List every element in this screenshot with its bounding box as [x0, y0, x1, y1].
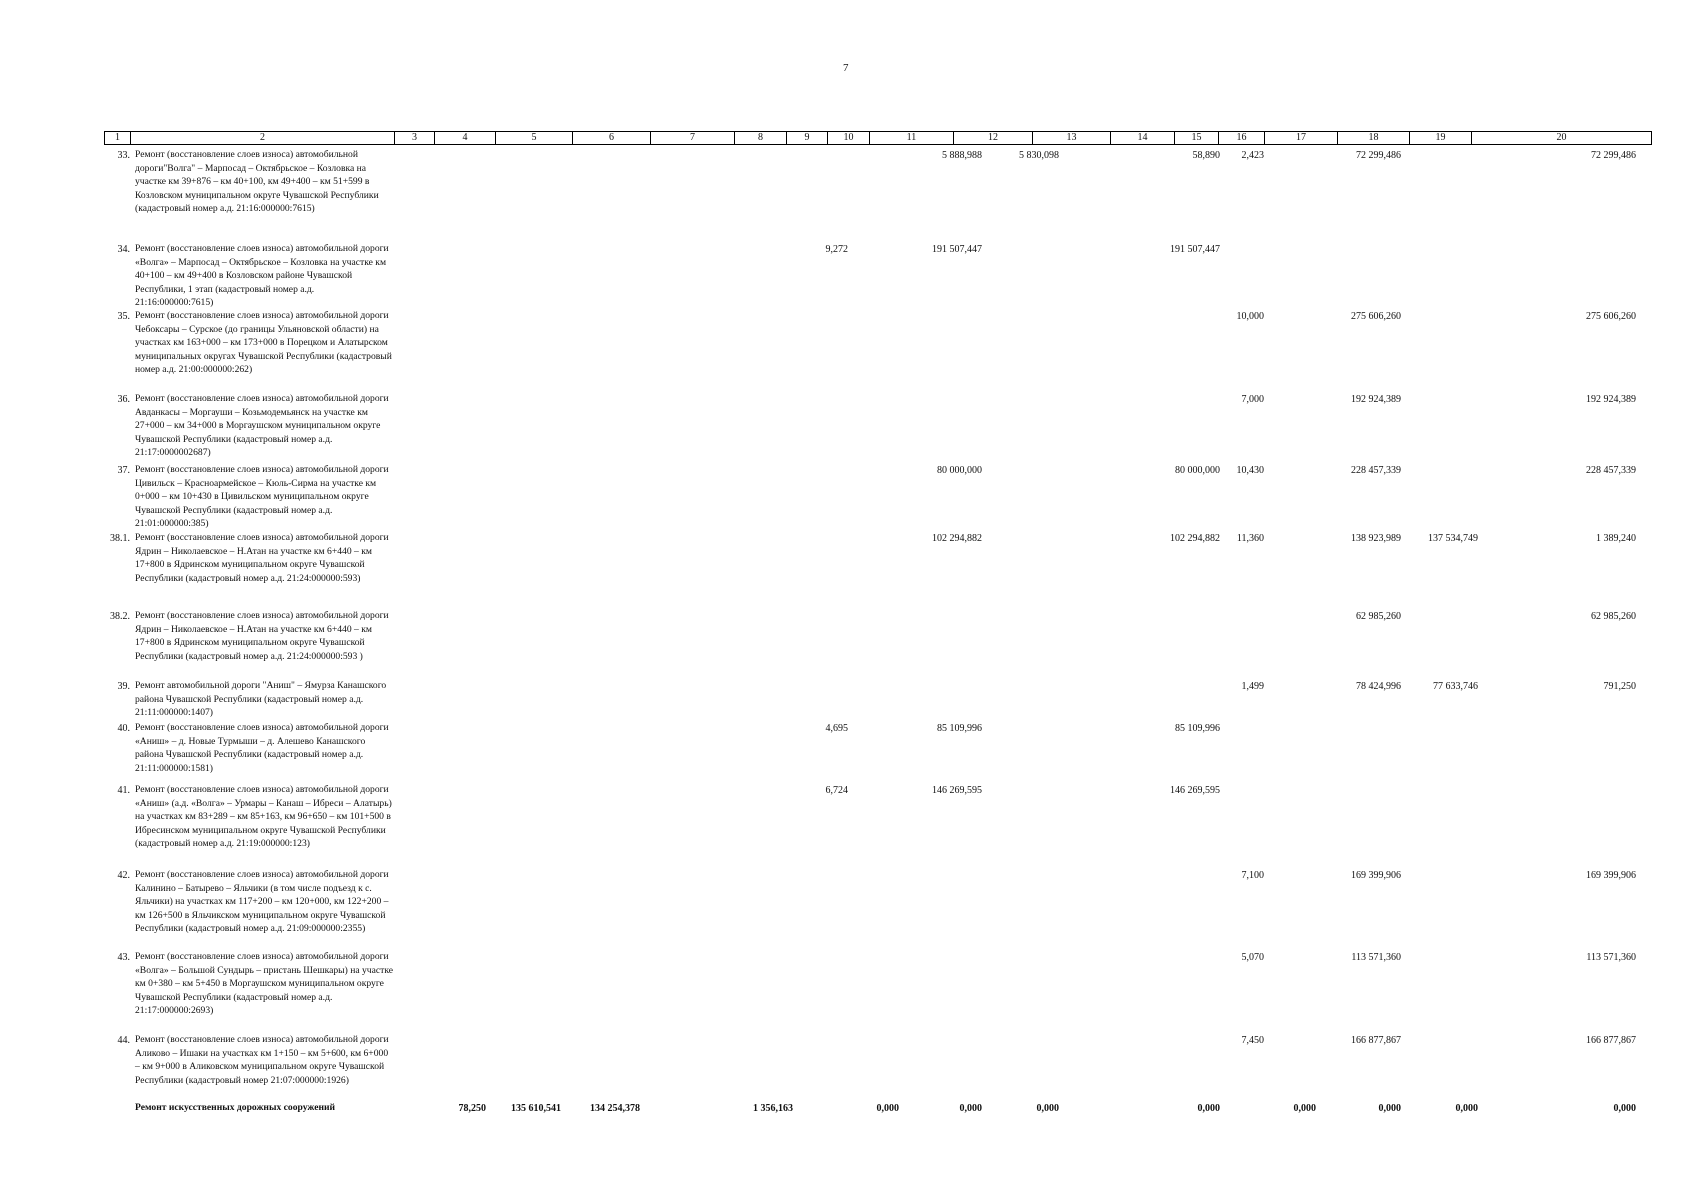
cell-col-9: 6,724	[825, 785, 848, 796]
cell-col-14: 102 294,882	[1170, 533, 1220, 544]
cell-col-20: 192 924,389	[1586, 394, 1636, 405]
row-description: Ремонт автомобильной дороги "Аниш" – Ямурза Канашского района Чувашской Республики (кадастровый номер а.д. 21:11:000000:1407)	[135, 680, 387, 719]
cell-col-11: 102 294,882	[932, 533, 982, 544]
row-number: 40.	[117, 723, 130, 734]
row-number: 38.1.	[110, 533, 130, 544]
cell-col-17: 275 606,260	[1351, 311, 1401, 322]
cell-col-12: 5 830,098	[1019, 150, 1059, 161]
header-col-5: 5	[496, 131, 573, 144]
cell-col-5: 135 610,541	[511, 1103, 561, 1114]
cell-col-11: 0,000	[959, 1103, 982, 1114]
cell-col-14: 191 507,447	[1170, 244, 1220, 255]
cell-col-17: 78 424,996	[1356, 681, 1401, 692]
header-col-3: 3	[395, 131, 435, 144]
row-number: 39.	[117, 681, 130, 692]
cell-col-20: 169 399,906	[1586, 870, 1636, 881]
cell-col-17: 62 985,260	[1356, 611, 1401, 622]
header-col-15: 15	[1175, 131, 1219, 144]
cell-col-15: 7,450	[1241, 1035, 1264, 1046]
row-description: Ремонт (восстановление слоев износа) автомобильной дороги Аликово – Ишаки на участках км 1+150 – км 5+600, км 6+000 – км 9+000 в Аликовском муниципальном округе Чувашской Республики (кадастровый номер 21:07:000000:1926)	[135, 1034, 389, 1086]
cell-col-15: 10,430	[1236, 465, 1264, 476]
cell-col-17: 138 923,989	[1351, 533, 1401, 544]
cell-col-11: 85 109,996	[937, 723, 982, 734]
cell-col-15: 2,423	[1241, 150, 1264, 161]
row-description: Ремонт (восстановление слоев износа) автомобильной дороги Ядрин – Николаевское – Н.Атан на участке км 6+440 – км 17+800 в Ядринском муниципальном округе Чувашской Республики (кадастровый номер а.д. 21:24:000000:593)	[135, 532, 389, 584]
row-number: 41.	[117, 785, 130, 796]
cell-col-9: 9,272	[825, 244, 848, 255]
header-col-1: 1	[104, 131, 131, 144]
row-number: 35.	[117, 311, 130, 322]
table-header-bottom-border	[104, 144, 1652, 145]
row-number: 43.	[117, 952, 130, 963]
cell-col-15: 7,100	[1241, 870, 1264, 881]
cell-col-20: 62 985,260	[1591, 611, 1636, 622]
header-col-8: 8	[735, 131, 787, 144]
cell-col-17: 192 924,389	[1351, 394, 1401, 405]
header-col-7: 7	[651, 131, 735, 144]
header-col-20: 20	[1472, 131, 1652, 144]
row-description: Ремонт (восстановление слоев износа) автомобильной дороги Цивильск – Красноармейское – Кюль-Сирма на участке км 0+000 – км 10+430 в Цивильском муниципальном округе Чувашской Республики (кадастровый номер а.д. 21:01:000000:385)	[135, 464, 389, 530]
cell-col-15: 10,000	[1236, 311, 1264, 322]
cell-col-17: 72 299,486	[1356, 150, 1401, 161]
cell-col-15: 7,000	[1241, 394, 1264, 405]
row-number: 33.	[117, 150, 130, 161]
cell-col-12: 0,000	[1036, 1103, 1059, 1114]
cell-col-11: 80 000,000	[937, 465, 982, 476]
cell-col-15: 11,360	[1236, 533, 1264, 544]
row-description: Ремонт (восстановление слоев износа) автомобильной дороги Калинино – Батырево – Яльчики (в том числе подъезд к с. Яльчики) на участках км 117+200 – км 120+000, км 122+200 – км 126+500 в Яльчикском муниципальном округе Чувашской Республики (кадастровый номер а.д. 21:09:000000:2355)	[135, 869, 389, 935]
cell-col-20: 72 299,486	[1591, 150, 1636, 161]
header-col-11: 11	[870, 131, 954, 144]
cell-col-17: 166 877,867	[1351, 1035, 1401, 1046]
row-number: 44.	[117, 1035, 130, 1046]
row-number: 37.	[117, 465, 130, 476]
cell-col-14: 146 269,595	[1170, 785, 1220, 796]
page-number: 7	[843, 62, 849, 74]
cell-col-18: 0,000	[1455, 1103, 1478, 1114]
row-description: Ремонт (восстановление слоев износа) автомобильной дороги"Волга" – Марпосад – Октябрьское – Козловка на участке км 39+876 – км 40+100, км 49+400 – км 51+599 в Козловском муниципальном округе Чувашской Республики (кадастровый номер а.д. 21:16:000000:7615)	[135, 149, 379, 215]
header-col-16: 16	[1219, 131, 1265, 144]
cell-col-17: 113 571,360	[1351, 952, 1401, 963]
row-description: Ремонт (восстановление слоев износа) автомобильной дороги «Волга» – Большой Сундырь – пристань Шешкары) на участке км 0+380 – км 5+450 в Моргаушском муниципальном округе Чувашской Республики (кадастровый номер а.д. 21:17:000000:2693)	[135, 951, 394, 1017]
cell-col-11: 191 507,447	[932, 244, 982, 255]
cell-col-17: 0,000	[1378, 1103, 1401, 1114]
cell-col-20: 228 457,339	[1586, 465, 1636, 476]
header-col-9: 9	[787, 131, 828, 144]
row-number: 34.	[117, 244, 130, 255]
cell-col-20: 166 877,867	[1586, 1035, 1636, 1046]
header-col-13: 13	[1033, 131, 1111, 144]
cell-col-9: 4,695	[825, 723, 848, 734]
header-col-18: 18	[1338, 131, 1410, 144]
cell-col-15: 5,070	[1241, 952, 1264, 963]
row-description: Ремонт (восстановление слоев износа) автомобильной дороги «Аниш» (а.д. «Волга» – Урмары – Канаш – Ибреси – Алатырь) на участках км 83+289 – км 85+163, км 96+650 – км 101+500 в Ибресинском муниципальном округе Чувашской Республики (кадастровый номер а.д. 21:19:000000:123)	[135, 784, 392, 850]
row-number: 42.	[117, 870, 130, 881]
cell-col-20: 275 606,260	[1586, 311, 1636, 322]
cell-col-16: 0,000	[1293, 1103, 1316, 1114]
cell-col-14: 0,000	[1197, 1103, 1220, 1114]
header-col-12: 12	[954, 131, 1033, 144]
cell-col-20: 113 571,360	[1586, 952, 1636, 963]
header-col-19: 19	[1410, 131, 1472, 144]
cell-col-20: 791,250	[1603, 681, 1636, 692]
summary-label: Ремонт искусственных дорожных сооружений	[135, 1102, 336, 1113]
cell-col-14: 85 109,996	[1175, 723, 1220, 734]
row-description: Ремонт (восстановление слоев износа) автомобильной дороги «Аниш» – д. Новые Турмыши – д. Алешево Канашского района Чувашской Республики (кадастровый номер а.д. 21:11:000000:1581)	[135, 722, 389, 774]
cell-col-18: 77 633,746	[1433, 681, 1478, 692]
cell-col-4: 78,250	[458, 1103, 486, 1114]
header-col-10: 10	[828, 131, 870, 144]
row-description: Ремонт (восстановление слоев износа) автомобильной дороги Авданкасы – Моргауши – Козьмодемьянск на участке км 27+000 – км 34+000 в Моргаушском муниципальном округе Чувашской Республики (кадастровый номер а.д. 21:17:0000002687)	[135, 393, 389, 459]
row-number: 36.	[117, 394, 130, 405]
header-col-14: 14	[1111, 131, 1175, 144]
cell-col-14: 80 000,000	[1175, 465, 1220, 476]
cell-col-18: 137 534,749	[1428, 533, 1478, 544]
header-col-2: 2	[131, 131, 395, 144]
row-description: Ремонт (восстановление слоев износа) автомобильной дороги Чебоксары – Сурское (до границы Ульяновской области) на участках км 163+000 – км 173+000 в Порецком и Алатырском муниципальных округах Чувашской Республики (кадастровый номер а.д. 21:00:000000:262)	[135, 310, 392, 376]
row-description: Ремонт (восстановление слоев износа) автомобильной дороги «Волга» – Марпосад – Октябрьское – Козловка на участке км 40+100 – км 49+400 в Козловском районе Чувашской Республики, 1 этап (кадастровый номер а.д. 21:16:000000:7615)	[135, 243, 389, 309]
row-number: 38.2.	[110, 611, 130, 622]
cell-col-6: 134 254,378	[590, 1103, 640, 1114]
cell-col-10: 0,000	[876, 1103, 899, 1114]
cell-col-17: 169 399,906	[1351, 870, 1401, 881]
header-col-4: 4	[435, 131, 496, 144]
cell-col-15: 1,499	[1241, 681, 1264, 692]
cell-col-11: 146 269,595	[932, 785, 982, 796]
cell-col-11: 5 888,988	[942, 150, 982, 161]
cell-col-8: 1 356,163	[753, 1103, 793, 1114]
cell-col-14: 58,890	[1192, 150, 1220, 161]
cell-col-20: 0,000	[1613, 1103, 1636, 1114]
cell-col-17: 228 457,339	[1351, 465, 1401, 476]
cell-col-20: 1 389,240	[1596, 533, 1636, 544]
header-col-6: 6	[573, 131, 651, 144]
header-col-17: 17	[1265, 131, 1338, 144]
row-description: Ремонт (восстановление слоев износа) автомобильной дороги Ядрин – Николаевское – Н.Атан на участке км 6+440 – км 17+800 в Ядринском муниципальном округе Чувашской Республики (кадастровый номер а.д. 21:24:000000:593 )	[135, 610, 389, 662]
